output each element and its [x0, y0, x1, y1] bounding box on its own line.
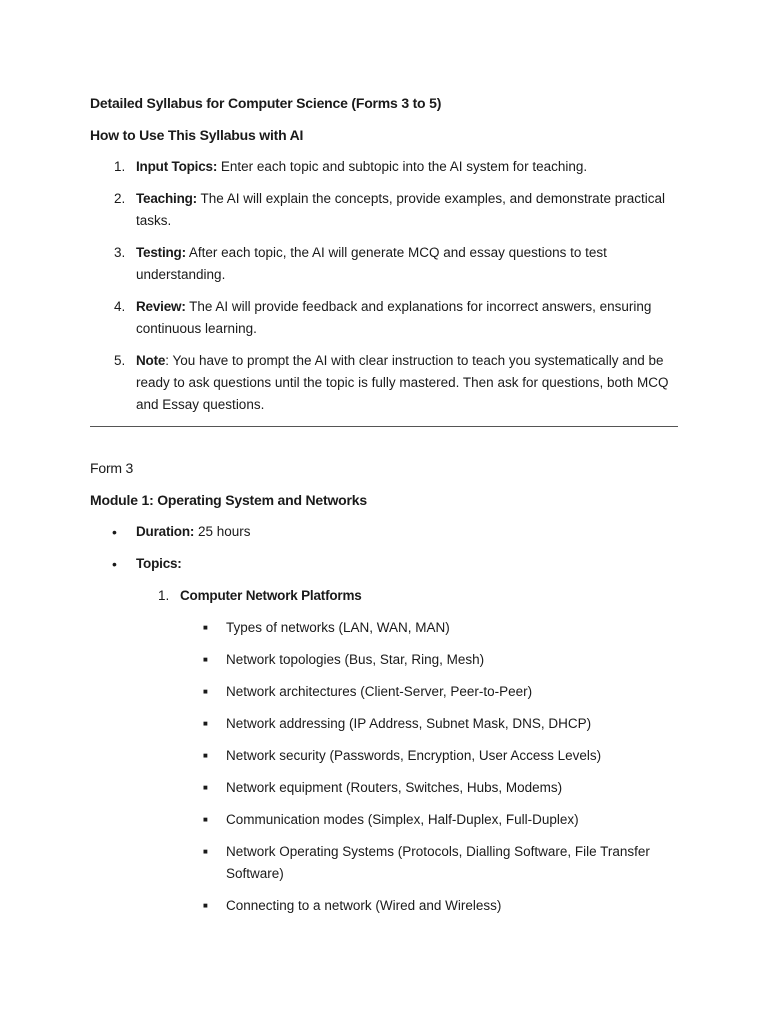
step-text: : You have to prompt the AI with clear instruction to teach you systematically and be ready to ask questions until the topic is fully mastered. Then ask for questions, both MCQ and Essay questions. [136, 353, 669, 412]
subtopic-text: Network Operating Systems (Protocols, Dialling Software, File Transfer Software) [226, 844, 650, 881]
subtopic-text: Network architectures (Client-Server, Peer-to-Peer) [226, 684, 533, 699]
list-item [90, 350, 678, 416]
list-item [90, 521, 678, 543]
list-item [90, 649, 678, 671]
square-bullet-icon: ■ [203, 847, 208, 856]
form-heading: Form 3 [90, 460, 134, 476]
list-item [90, 681, 678, 703]
module-heading: Module 1: Operating System and Networks [90, 492, 367, 508]
subtopic-text: Network equipment (Routers, Switches, Hubs, Modems) [226, 780, 563, 795]
list-item [90, 242, 678, 286]
bullet-label: Duration: [136, 524, 195, 539]
list-number: 5. [114, 353, 126, 368]
list-item [90, 777, 678, 799]
list-item [90, 296, 678, 340]
bullet-text: 25 hours [194, 524, 251, 539]
list-item-body [136, 553, 681, 575]
list-item-body [136, 188, 681, 232]
square-bullet-icon: ■ [203, 901, 208, 910]
bullet-icon: • [112, 524, 117, 540]
square-bullet-icon: ■ [203, 751, 208, 760]
list-item-body [136, 156, 681, 178]
list-item [90, 585, 678, 607]
bullet-label: Topics: [136, 556, 182, 571]
subtopic-text: Connecting to a network (Wired and Wireless) [226, 898, 502, 913]
subtopic-text: Network security (Passwords, Encryption, User Access Levels) [226, 748, 602, 763]
square-bullet-icon: ■ [203, 655, 208, 664]
list-item [90, 895, 678, 917]
list-number: 4. [114, 299, 126, 314]
subtopic-text: Network topologies (Bus, Star, Ring, Mesh) [226, 652, 485, 667]
list-number: 2. [114, 191, 126, 206]
step-label: Review: [136, 299, 186, 314]
topic-label: Computer Network Platforms [180, 588, 362, 603]
subtopic-text: Network addressing (IP Address, Subnet Mask, DNS, DHCP) [226, 716, 592, 731]
list-item [90, 553, 678, 575]
step-label: Teaching: [136, 191, 197, 206]
step-label: Input Topics: [136, 159, 218, 174]
bullet-icon: • [112, 556, 117, 572]
list-number: 1. [114, 159, 126, 174]
square-bullet-icon: ■ [203, 623, 208, 632]
subtopic-text: Types of networks (LAN, WAN, MAN) [226, 620, 450, 635]
step-text: After each topic, the AI will generate MCQ and essay questions to test understanding. [136, 245, 607, 282]
square-bullet-icon: ■ [203, 783, 208, 792]
document-title: Detailed Syllabus for Computer Science (Forms 3 to 5) [90, 95, 442, 111]
step-label: Testing: [136, 245, 186, 260]
list-item-body [136, 242, 681, 286]
list-item [90, 745, 678, 767]
list-item [90, 156, 678, 178]
step-text: Enter each topic and subtopic into the AI system for teaching. [217, 159, 588, 174]
list-item [90, 617, 678, 639]
list-item [90, 841, 678, 885]
step-text: The AI will explain the concepts, provide examples, and demonstrate practical tasks. [136, 191, 665, 228]
how-to-heading: How to Use This Syllabus with AI [90, 127, 304, 143]
step-text: The AI will provide feedback and explanations for incorrect answers, ensuring continuous learning. [136, 299, 652, 336]
horizontal-divider [90, 426, 678, 427]
list-number: 1. [158, 588, 170, 603]
list-item [90, 809, 678, 831]
subtopic-text: Communication modes (Simplex, Half-Duplex, Full-Duplex) [226, 812, 579, 827]
square-bullet-icon: ■ [203, 687, 208, 696]
list-item-body [136, 521, 681, 543]
step-label: Note [136, 353, 166, 368]
square-bullet-icon: ■ [203, 815, 208, 824]
list-item-body [180, 585, 680, 607]
square-bullet-icon: ■ [203, 719, 208, 728]
list-item [90, 188, 678, 232]
list-item-body [136, 296, 681, 340]
list-item-body [136, 350, 681, 416]
list-number: 3. [114, 245, 126, 260]
list-item [90, 713, 678, 735]
